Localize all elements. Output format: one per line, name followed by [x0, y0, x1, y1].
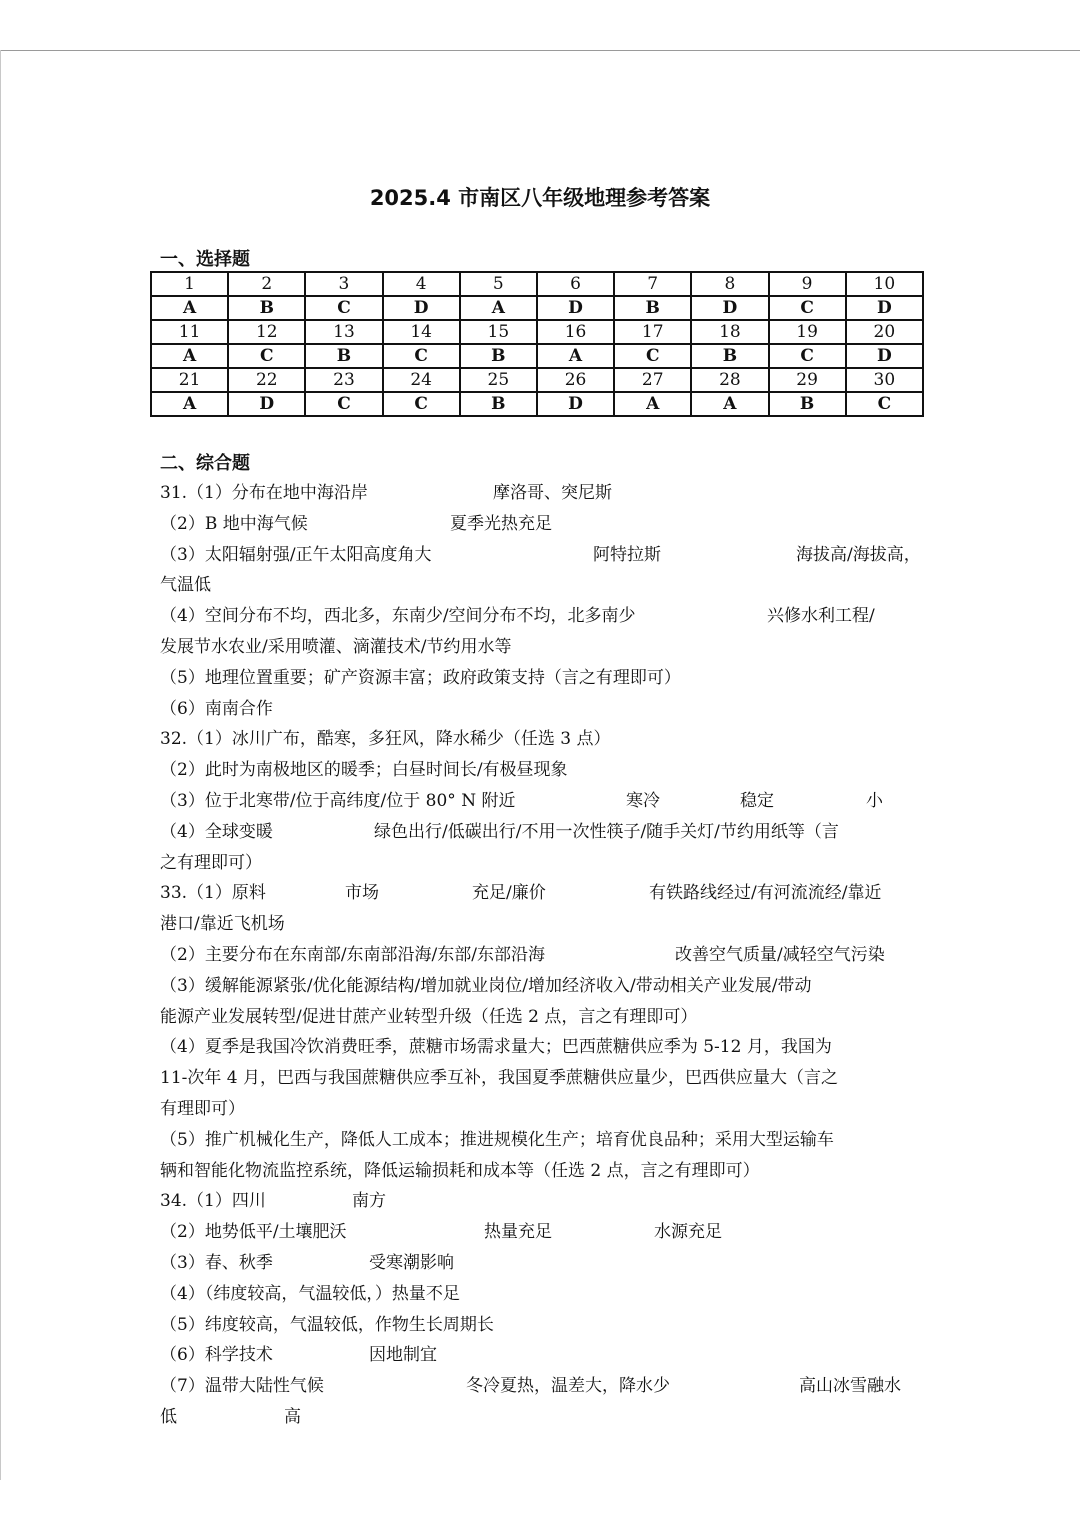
answer-text: （3）春、秋季 [160, 1252, 273, 1273]
answer-cell: B [691, 344, 768, 368]
answer-text: （2）主要分布在东南部/东南部沿海/东部/东部沿海 [160, 944, 545, 965]
answer-cell: C [305, 392, 382, 416]
question-number-cell: 11 [151, 320, 228, 344]
answer-text: 高山冰雪融水 [799, 1376, 901, 1397]
answer-cell: A [691, 392, 768, 416]
answer-line [160, 1156, 940, 1187]
answer-cell: C [305, 296, 382, 320]
answer-line [160, 601, 940, 632]
answer-cell: A [151, 392, 228, 416]
question-number-cell: 21 [151, 368, 228, 392]
question-number-cell: 28 [691, 368, 768, 392]
answer-text: 绿色出行/低碳出行/不用一次性筷子/随手关灯/节约用纸等（言 [374, 821, 839, 842]
answer-line [160, 940, 940, 971]
answer-line [160, 817, 940, 848]
answer-cell: B [305, 344, 382, 368]
question-number-cell: 27 [614, 368, 691, 392]
answer-line [160, 786, 940, 817]
answer-text: （7）温带大陆性气候 [160, 1376, 324, 1397]
answer-text: 兴修水利工程/ [767, 606, 875, 627]
answer-text: 辆和智能化物流监控系统，降低运输损耗和成本等（任选 2 点，言之有理即可） [160, 1160, 760, 1181]
answer-table [150, 271, 924, 417]
question-number-cell: 23 [305, 368, 382, 392]
answer-text: 高 [284, 1406, 301, 1427]
answer-text: （2）此时为南极地区的暖季；白昼时间长/有极昼现象 [160, 760, 568, 781]
question-number-cell: 16 [537, 320, 614, 344]
answer-cell: C [769, 296, 846, 320]
answer-line [160, 724, 940, 755]
question-number-cell: 10 [846, 272, 923, 296]
answer-text: 之有理即可） [160, 852, 262, 873]
answer-text: 稳定 [740, 790, 774, 811]
answer-text: 水源充足 [654, 1222, 722, 1243]
answer-row [151, 392, 923, 416]
answer-line [160, 694, 940, 725]
answer-line [160, 1248, 940, 1279]
answer-text: 因地制宜 [369, 1345, 437, 1366]
answer-text: （3）太阳辐射强/正午太阳高度角大 [160, 544, 432, 565]
answer-cell: B [614, 296, 691, 320]
answer-text: （5）地理位置重要；矿产资源丰富；政府政策支持（言之有理即可） [160, 667, 681, 688]
answer-text: （2）B 地中海气候 [160, 513, 308, 534]
answer-line [160, 1063, 940, 1094]
answer-text: 气温低 [160, 575, 211, 596]
question-number-row [151, 320, 923, 344]
answer-cell: C [769, 344, 846, 368]
question-number-cell: 4 [383, 272, 460, 296]
answer-line [160, 1125, 940, 1156]
question-number-cell: 2 [228, 272, 305, 296]
answer-text: （4）空间分布不均，西北多，东南少/空间分布不均，北多南少 [160, 606, 636, 627]
answer-cell: D [537, 296, 614, 320]
answer-line [160, 1402, 940, 1433]
answer-line [160, 1032, 940, 1063]
question-number-cell: 12 [228, 320, 305, 344]
answer-line [160, 478, 940, 509]
question-number-cell: 15 [460, 320, 537, 344]
answer-line [160, 509, 940, 540]
question-number-cell: 18 [691, 320, 768, 344]
answer-text: 33.（1）原料 [160, 883, 266, 904]
answer-text: 能源产业发展转型/促进甘蔗产业转型升级（任选 2 点，言之有理即可） [160, 1006, 698, 1027]
answer-text: 摩洛哥、突尼斯 [493, 483, 612, 503]
question-number-cell: 6 [537, 272, 614, 296]
answer-text: 海拔高/海拔高， [796, 544, 921, 565]
answer-text: 南方 [352, 1191, 386, 1212]
answer-line [160, 1371, 940, 1402]
answer-cell: D [846, 344, 923, 368]
comprehensive-answers [160, 478, 940, 1433]
answer-text: （5）纬度较高，气温较低，作物生长周期长 [160, 1314, 494, 1335]
answer-cell: A [614, 392, 691, 416]
question-number-cell: 20 [846, 320, 923, 344]
answer-text: 发展节水农业/采用喷灌、滴灌技术/节约用水等 [160, 636, 512, 657]
question-number-row [151, 272, 923, 296]
answer-text: （4）（纬度较高，气温较低，）热量不足 [160, 1283, 460, 1304]
answer-cell: A [151, 344, 228, 368]
question-number-cell: 17 [614, 320, 691, 344]
page-left-edge [0, 50, 1, 1480]
answer-text: （3）缓解能源紧张/优化能源结构/增加就业岗位/增加经济收入/带动相关产业发展/带动 [160, 975, 812, 996]
answer-text: 有铁路线经过/有河流流经/靠近 [649, 883, 882, 904]
question-number-cell: 22 [228, 368, 305, 392]
answer-line [160, 755, 940, 786]
section-heading-choice: 一、选择题 [160, 249, 250, 270]
question-number-cell: 26 [537, 368, 614, 392]
question-number-cell: 5 [460, 272, 537, 296]
answer-text: 受寒潮影响 [369, 1252, 454, 1273]
answer-text: （4）夏季是我国冷饮消费旺季，蔗糖市场需求量大；巴西蔗糖供应季为 5-12 月，我国为 [160, 1037, 832, 1058]
answer-row [151, 296, 923, 320]
answer-text: 32.（1）冰川广布，酷寒，多狂风，降水稀少（任选 3 点） [160, 729, 611, 750]
answer-cell: C [846, 392, 923, 416]
question-number-cell: 9 [769, 272, 846, 296]
question-number-cell: 1 [151, 272, 228, 296]
answer-text: 港口/靠近飞机场 [160, 914, 285, 935]
answer-text: 冬冷夏热，温差大，降水少 [466, 1376, 670, 1397]
answer-text: 夏季光热充足 [450, 513, 552, 534]
answer-cell: C [383, 344, 460, 368]
answer-text: 热量充足 [484, 1222, 552, 1243]
answer-text: 市场 [345, 883, 379, 904]
answer-line [160, 1094, 940, 1125]
answer-line [160, 663, 940, 694]
answer-text: （6）南南合作 [160, 698, 273, 719]
question-number-cell: 29 [769, 368, 846, 392]
answer-line [160, 1310, 940, 1341]
question-number-cell: 19 [769, 320, 846, 344]
answer-line [160, 1186, 940, 1217]
answer-text: 低 [160, 1406, 177, 1427]
answer-line [160, 1340, 940, 1371]
question-number-cell: 3 [305, 272, 382, 296]
answer-row [151, 344, 923, 368]
answer-text: （6）科学技术 [160, 1345, 273, 1366]
answer-cell: C [383, 392, 460, 416]
answer-cell: B [769, 392, 846, 416]
answer-text: 31.（1）分布在地中海沿岸 [160, 483, 368, 503]
question-number-cell: 8 [691, 272, 768, 296]
question-number-row [151, 368, 923, 392]
answer-cell: A [151, 296, 228, 320]
page-top-edge [0, 50, 1080, 51]
answer-cell: D [383, 296, 460, 320]
section-heading-comprehensive: 二、综合题 [160, 453, 250, 474]
answer-cell: C [614, 344, 691, 368]
question-number-cell: 30 [846, 368, 923, 392]
answer-text: （2）地势低平/土壤肥沃 [160, 1222, 347, 1243]
answer-cell: D [228, 392, 305, 416]
answer-line [160, 971, 940, 1002]
answer-line [160, 909, 940, 940]
answer-cell: B [460, 344, 537, 368]
answer-text: 充足/廉价 [472, 883, 546, 904]
answer-line [160, 848, 940, 879]
answer-cell: B [460, 392, 537, 416]
answer-text: （5）推广机械化生产，降低人工成本；推进规模化生产；培育优良品种；采用大型运输车 [160, 1129, 834, 1150]
question-number-cell: 24 [383, 368, 460, 392]
answer-cell: C [228, 344, 305, 368]
answer-line [160, 632, 940, 663]
question-number-cell: 25 [460, 368, 537, 392]
answer-line [160, 570, 940, 601]
answer-line [160, 540, 940, 571]
answer-cell: B [228, 296, 305, 320]
answer-cell: A [537, 344, 614, 368]
answer-text: （3）位于北寒带/位于高纬度/位于 80° N 附近 [160, 790, 516, 811]
answer-line [160, 878, 940, 909]
answer-line [160, 1217, 940, 1248]
answer-text: 阿特拉斯 [593, 544, 661, 565]
answer-text: 11-次年 4 月，巴西与我国蔗糖供应季互补，我国夏季蔗糖供应量少，巴西供应量大（言之 [160, 1068, 838, 1089]
answer-text: （4）全球变暖 [160, 821, 273, 842]
answer-text: 有理即可） [160, 1098, 245, 1119]
answer-text: 改善空气质量/减轻空气污染 [675, 944, 885, 965]
answer-text: 寒冷 [626, 790, 660, 811]
page-title: 2025.4 市南区八年级地理参考答案 [369, 186, 711, 210]
answer-cell: D [691, 296, 768, 320]
question-number-cell: 13 [305, 320, 382, 344]
question-number-cell: 14 [383, 320, 460, 344]
answer-text: 34.（1）四川 [160, 1191, 266, 1212]
answer-cell: D [846, 296, 923, 320]
answer-line [160, 1279, 940, 1310]
question-number-cell: 7 [614, 272, 691, 296]
answer-cell: D [537, 392, 614, 416]
answer-line [160, 1002, 940, 1033]
answer-cell: A [460, 296, 537, 320]
answer-text: 小 [866, 790, 883, 811]
